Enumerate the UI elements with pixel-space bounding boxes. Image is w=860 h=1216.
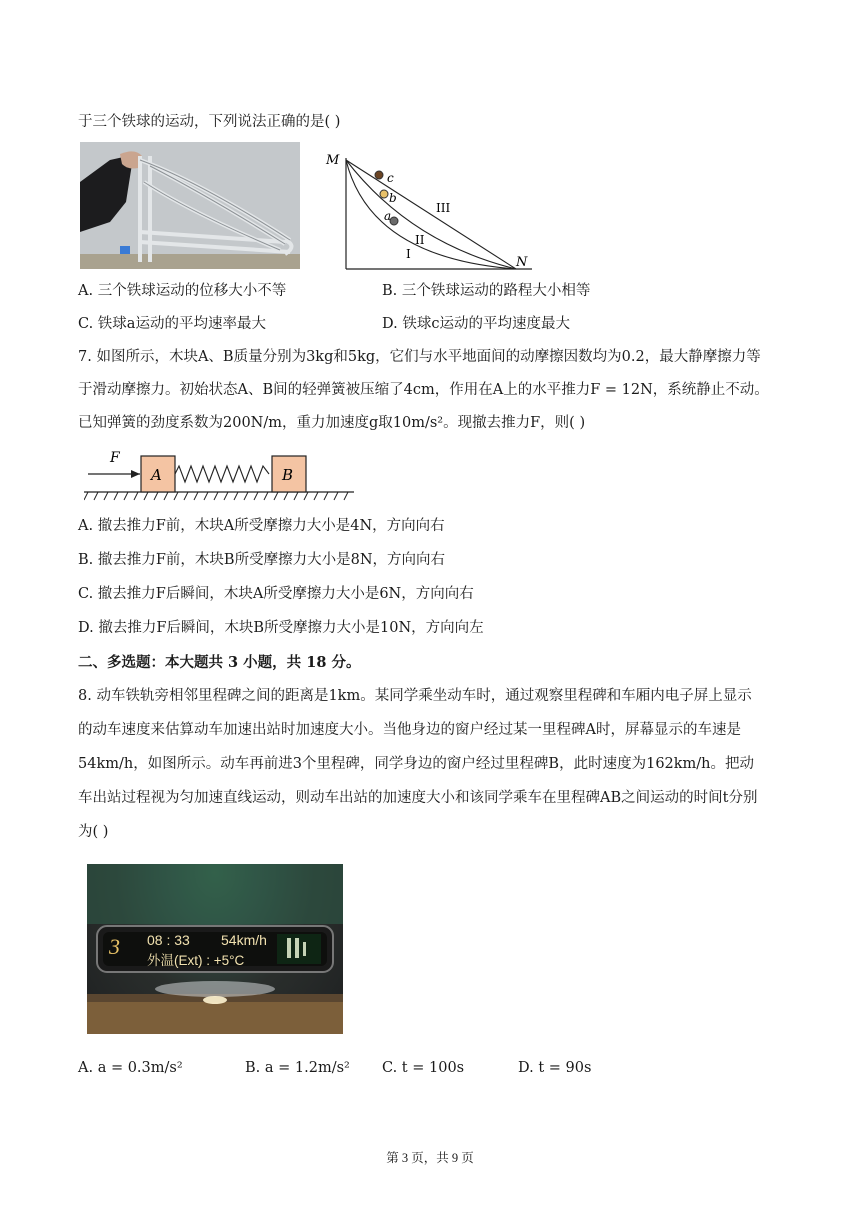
display-temperature: 外温(Ext) : +5°C xyxy=(147,953,245,968)
display-speed: 54km/h xyxy=(221,932,267,948)
label-F: F xyxy=(110,450,120,466)
ball-b xyxy=(380,190,388,198)
q7-stem-line2: 于滑动摩擦力。初始状态A、B间的轻弹簧被压缩了4cm，作用在A上的水平推力F = 12N，系统静止不动。 xyxy=(78,382,769,398)
q6-photo-track xyxy=(80,142,300,269)
q7-stem-line3: 已知弹簧的劲度系数为200N/m，重力加速度g取10m/s²。现撤去推力F，则( ) xyxy=(78,415,586,431)
q6-option-a: A. 三个铁球运动的位移大小不等 xyxy=(78,283,287,299)
q8-train-display-photo xyxy=(87,864,343,1034)
label-a: a xyxy=(384,209,392,223)
label-b: b xyxy=(389,191,397,205)
label-I: I xyxy=(406,247,411,261)
q7-spring-diagram xyxy=(84,446,356,504)
block-B-label: B xyxy=(282,466,294,484)
q8-stem-line5: 为( ) xyxy=(78,824,109,840)
label-III: III xyxy=(436,201,451,215)
q6-stem: 于三个铁球的运动，下列说法正确的是( ) xyxy=(78,114,341,130)
block-A-label: A xyxy=(151,466,162,484)
section-heading-multiple-choice: 二、多选题：本大题共 3 小题，共 18 分。 xyxy=(78,654,361,671)
label-N: N xyxy=(516,255,528,270)
q7-option-a: A. 撤去推力F前，木块A所受摩擦力大小是4N，方向向右 xyxy=(78,518,445,534)
q7-option-b: B. 撤去推力F前，木块B所受摩擦力大小是8N，方向向右 xyxy=(78,552,446,568)
track-photo-svg xyxy=(80,142,300,269)
q8-option-b: B. a = 1.2m/s² xyxy=(245,1060,350,1076)
ball-a xyxy=(390,217,398,225)
q8-stem-line4: 车出站过程视为匀加速直线运动，则动车出站的加速度大小和该同学乘车在里程碑AB之间运动的时间t分别 xyxy=(78,790,758,806)
q6-option-d: D. 铁球c运动的平均速度最大 xyxy=(382,316,570,332)
ball-c xyxy=(375,171,383,179)
q6-track-diagram xyxy=(320,148,540,273)
q7-stem-line1: 7. 如图所示，木块A、B质量分别为3kg和5kg，它们与水平地面间的动摩擦因数均为0.2，最大静摩擦力等 xyxy=(78,349,761,365)
q8-option-a: A. a = 0.3m/s² xyxy=(78,1060,183,1076)
q8-option-d: D. t = 90s xyxy=(518,1060,592,1076)
spring xyxy=(175,466,269,482)
display-time: 08 : 33 xyxy=(147,932,190,948)
page-footer: 第 3 页，共 9 页 xyxy=(386,1151,474,1165)
q7-option-d: D. 撤去推力F后瞬间，木块B所受摩擦力大小是10N，方向向左 xyxy=(78,620,484,636)
force-arrow-head xyxy=(131,470,140,478)
q8-option-c: C. t = 100s xyxy=(382,1060,465,1076)
q6-option-c: C. 铁球a运动的平均速率最大 xyxy=(78,316,266,332)
track-III xyxy=(346,160,516,269)
q8-stem-line2: 的动车速度来估算动车加速出站时加速度大小。当他身边的窗户经过某一里程碑A时，屏幕显示的车速是 xyxy=(78,722,741,738)
label-c: c xyxy=(387,171,394,185)
q7-option-c: C. 撤去推力F后瞬间，木块A所受摩擦力大小是6N，方向向右 xyxy=(78,586,474,602)
q6-option-b: B. 三个铁球运动的路程大小相等 xyxy=(382,283,591,299)
display-car-number: 3 xyxy=(109,934,120,959)
ground-hatch xyxy=(84,492,348,500)
q8-stem-line3: 54km/h，如图所示。动车再前进3个里程碑，同学身边的窗户经过里程碑B，此时速度为162km/h。把动 xyxy=(78,756,755,772)
label-II: II xyxy=(415,233,425,247)
label-M: M xyxy=(326,153,340,168)
q8-stem-line1: 8. 动车铁轨旁相邻里程碑之间的距离是1km。某同学乘坐动车时，通过观察里程碑和车厢内电子屏上显示 xyxy=(78,688,752,704)
